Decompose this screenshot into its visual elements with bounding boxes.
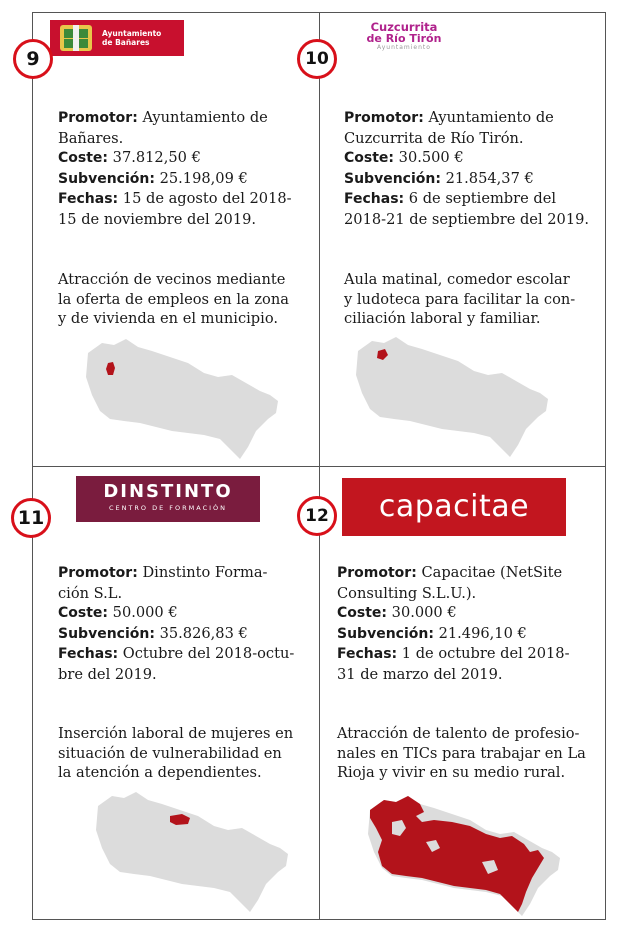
coste-value: 30.000 € [387, 604, 457, 621]
card-number-badge: 11 [11, 498, 51, 538]
subvencion-value: 21.854,37 € [440, 169, 534, 187]
promotor-value: Ayuntamiento de [137, 109, 268, 126]
fechas-value-cont: 31 de marzo del 2019. [337, 665, 503, 683]
la-rioja-map [90, 788, 300, 913]
description-line: situación de vulnerabilidad en [58, 744, 282, 762]
card-number-badge: 9 [13, 39, 53, 79]
card-number-badge: 10 [297, 39, 337, 79]
card-details [344, 108, 589, 229]
promotor-value: Dinstinto Forma- [137, 564, 268, 581]
description-line: y de vivienda en el municipio. [58, 310, 278, 327]
la-rioja-map [350, 333, 560, 458]
logo-text-line-2: de Río Tirón [366, 32, 442, 45]
logo-text-line-2: de Bañares [102, 38, 150, 47]
capacitae-logo [342, 478, 566, 536]
promotor-label: Promotor: [58, 565, 138, 581]
card-details [58, 108, 292, 229]
description-line: ciliación laboral y familiar. [344, 310, 541, 327]
fechas-label: Fechas: [337, 646, 398, 662]
description-line: nales en TICs para trabajar en La [337, 744, 586, 762]
card-description [344, 270, 575, 329]
coste-value: 50.000 € [108, 604, 178, 621]
card-details [58, 563, 294, 684]
promotor-label: Promotor: [337, 565, 417, 581]
card-number-badge: 12 [297, 496, 337, 536]
fechas-value-cont: 15 de noviembre del 2019. [58, 210, 257, 228]
coste-value: 30.500 € [394, 149, 464, 166]
subvencion-value: 21.496,10 € [433, 624, 527, 642]
coste-label: Coste: [344, 150, 395, 166]
logo-text-line-1: capacitae [378, 489, 530, 524]
card-description [337, 724, 586, 783]
logo-text-line-1: DINSTINTO [103, 481, 233, 502]
description-line: Atracción de talento de profesio- [337, 725, 580, 742]
logo-text-line-1: Ayuntamiento [102, 29, 162, 38]
description-line: y ludoteca para facilitar la con- [344, 290, 576, 308]
fechas-value: Octubre del 2018-octu- [118, 645, 295, 662]
coste-label: Coste: [337, 605, 388, 621]
coat-of-arms-icon [56, 23, 96, 53]
banares-logo [50, 20, 184, 56]
description-line: Inserción laboral de mujeres en [58, 725, 294, 742]
promotor-value-cont: Bañares. [58, 129, 124, 147]
la-rioja-map [362, 792, 572, 917]
promotor-value-cont: ción S.L. [58, 584, 123, 602]
fechas-label: Fechas: [344, 191, 405, 207]
fechas-label: Fechas: [58, 646, 119, 662]
card-description [58, 724, 293, 783]
subvencion-value: 35.826,83 € [154, 624, 248, 642]
coste-label: Coste: [58, 150, 109, 166]
promotor-label: Promotor: [58, 110, 138, 126]
coste-label: Coste: [58, 605, 109, 621]
promotor-value: Ayuntamiento de [423, 109, 554, 126]
la-rioja-map [80, 335, 290, 460]
fechas-label: Fechas: [58, 191, 119, 207]
row-divider [32, 466, 606, 467]
subvencion-label: Subvención: [344, 170, 441, 187]
card-details [337, 563, 570, 684]
description-line: Aula matinal, comedor escolar [344, 271, 570, 288]
coste-value: 37.812,50 € [108, 149, 201, 166]
subvencion-label: Subvención: [58, 625, 155, 642]
promotor-label: Promotor: [344, 110, 424, 126]
card-description [58, 270, 289, 329]
subvencion-value: 25.198,09 € [154, 169, 248, 187]
description-line: Atracción de vecinos mediante [58, 271, 286, 288]
dinstinto-logo [76, 476, 260, 522]
description-line: la oferta de empleos en la zona [58, 290, 289, 308]
fechas-value: 6 de septiembre del [404, 190, 557, 207]
logo-text-line-1: Cuzcurrita [370, 20, 438, 34]
promotor-value-cont: Consulting S.L.U.). [337, 584, 477, 602]
fechas-value-cont: bre del 2019. [58, 665, 157, 683]
promotor-value: Capacitae (NetSite [416, 564, 563, 581]
fechas-value: 1 de octubre del 2018- [397, 645, 570, 662]
promotor-value-cont: Cuzcurrita de Río Tirón. [344, 129, 524, 147]
cuzcurrita-logo [356, 22, 452, 52]
subvencion-label: Subvención: [337, 625, 434, 642]
logo-text-line-2: CENTRO DE FORMACIÓN [108, 504, 228, 512]
fechas-value: 15 de agosto del 2018- [118, 190, 292, 207]
logo-text-line-3: Ayuntamiento [377, 44, 431, 51]
description-line: la atención a dependientes. [58, 764, 262, 781]
description-line: Rioja y vivir en su medio rural. [337, 764, 566, 781]
fechas-value-cont: 2018-21 de septiembre del 2019. [344, 210, 590, 228]
subvencion-label: Subvención: [58, 170, 155, 187]
